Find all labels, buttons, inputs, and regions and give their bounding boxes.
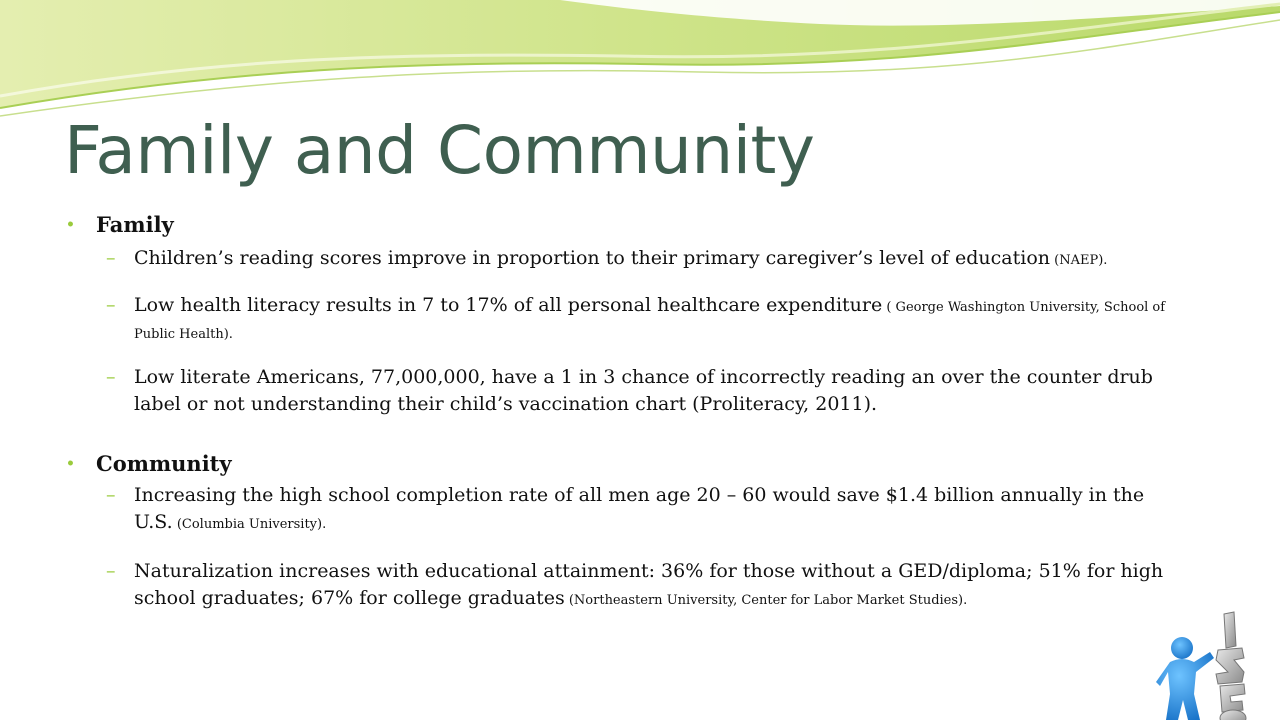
dash-icon: – [106,366,116,388]
info-figure-icon [1150,606,1280,720]
list-item [106,482,1186,538]
item-text: Low literate Americans, 77,000,000, have a 1 in 3 chance of incorrectly reading an over the counter drub label or not understanding their child’s vaccination chart (Proliteracy, 2011). [134,366,1153,415]
section-heading-community [66,451,232,476]
list-item [106,558,1186,614]
item-text: Children’s reading scores improve in proportion to their primary caregiver’s level of education [134,247,1051,269]
bullet-icon: • [66,456,75,472]
bullet-icon: • [66,217,75,233]
header-wave-decoration [0,0,1280,130]
dash-icon: – [106,247,116,269]
item-citation: (Columbia University). [172,517,327,532]
item-citation: (Northeastern University, Center for Labor Market Studies). [564,593,968,608]
item-text: Naturalization increases with educational attainment: 36% for those without a GED/diploma; 51% for high school graduates; 67% for college graduates [134,560,1164,609]
item-text: Low health literacy results in 7 to 17% of all personal healthcare expenditure [134,294,883,316]
section-heading-label: Family [96,212,174,237]
list-item [106,245,1186,274]
item-citation: (NAEP). [1050,253,1108,268]
dash-icon: – [106,560,116,582]
page-title: Family and Community [64,112,815,189]
list-item [106,364,1186,420]
item-text: Increasing the high school completion rate of all men age 20 – 60 would save $1.4 billion annually in the U.S. [134,484,1145,533]
dash-icon: – [106,484,116,506]
list-item [106,293,1186,347]
section-heading-family [66,212,174,237]
section-heading-label: Community [96,451,232,476]
dash-icon: – [106,294,116,316]
item-citation: ( George Washington University, School of Public Health). [134,300,1166,342]
